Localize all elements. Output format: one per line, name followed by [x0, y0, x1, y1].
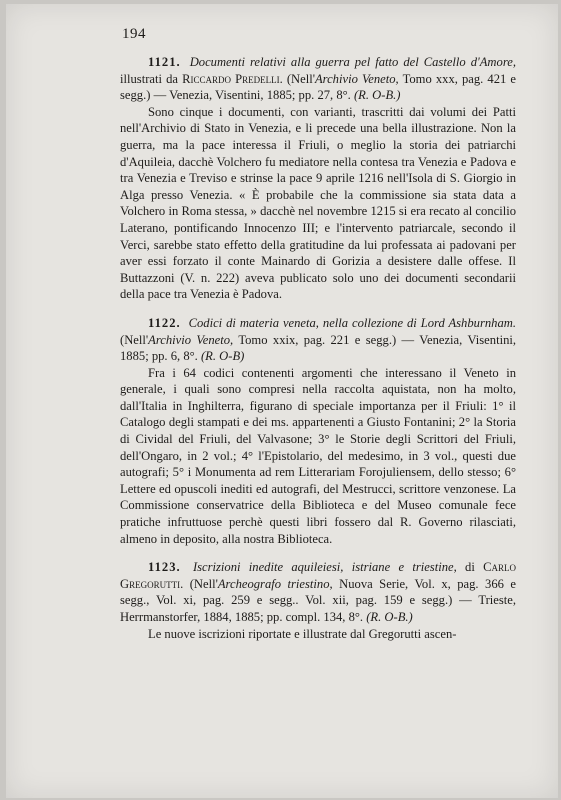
- entry-number: 1122.: [148, 315, 181, 330]
- bibliography-entry: [120, 54, 516, 303]
- entry-code: (R. O-B.): [366, 610, 413, 624]
- entry-ref-rest: Tomo xxix, pag. 221 e segg.) — Venezia, Visentini, 1885; pp. 6, 8°.: [120, 332, 517, 364]
- page-content: [120, 54, 516, 654]
- entry-number: 1121.: [148, 55, 181, 69]
- entry-journal: Archeografo triestino,: [217, 576, 333, 591]
- entry-ref-open: (Nell': [120, 332, 149, 347]
- entry-ref-rest: Tomo xxx, pag. 421 e segg.) — Venezia, Visentini, 1885; pp. 27, 8°.: [120, 71, 517, 103]
- book-page: [6, 4, 558, 798]
- entry-body: Sono cinque i documenti, con varianti, trascritti dai volumi dei Patti nell'Archivio di Stato in Venezia, e li precede una bella illustrazione. Non la guerra, ma la pace interessa il Friuli, o meglio la storia dei patriarchi d'Aquileia, dacchè Volchero fu mediatore nella contesa tra Venezia e Padova e tra Venezia e Treviso e strinse la pace 9 aprile 1216 nell'Isola di S. Giorgio in Alga presso Venezia. « È probabile che la commissione sia stata data a Volchero in Roma stessa, » dacchè nel novembre 1215 si era recato al concilio Laterano, pontificando Innocenzo III; e l'intervento patriarcale, secondo il Verci, sarebbe stato effetto della gratitudine da lui professata ai padovani per aver essi forzato il conte Mainardo di Gorizia a desistere dalle offese. Il Buttazzoni (V. n. 222) aveva publicato solo uno dei documenti secondarii della pace tra Venezia è Padova.: [120, 104, 516, 302]
- entry-number: 1123.: [148, 560, 181, 575]
- entry-author: Riccardo Predelli: [182, 71, 280, 86]
- entry-ref-rest: Nuova Serie, Vol. x, pag. 366 e segg., Vol. xi, pag. 259 e segg.. Vol. xii, pag. 159 e segg.) — Trieste, Herrmanstorfer, 1884, 1885; pp. compl. 134, 8°.: [120, 576, 517, 624]
- entry-ref-open: . (Nell': [279, 71, 315, 86]
- entry-title: Iscrizioni inedite aquileiesi, istriane e triestine,: [192, 560, 457, 575]
- entry-journal: Archivio Veneto,: [148, 332, 234, 347]
- entry-body: Fra i 64 codici contenenti argomenti che interessano il Veneto in generale, i quali sono compresi nella raccolta aquistata, non ha molto, dall'Italia in Inghilterra, figurano di speciale importanza per il Friuli: 1° il Catalogo degli stampati e dei ms. appartenenti a Giusto Fontanini; 2° la Storia di Cividal del Friuli, del Valvasone; 3° le Storie degli Scrittori del Friuli, dell'Ongaro, in 2 vol.; 4° l'Epistolario, del medesimo, in 3 vol., questi due autografi; 5° i Monumenta ad rem Litterariam Forojuliensem, dello stesso; 6° Lettere ed opuscoli inediti ed autografi, del Mestrucci, scrittore venzonese. La Commissione conservatrice della Biblioteca e del Museo comunale fece pratiche infruttuose perchè questi libri fossero dal R. Governo rilasciati, almeno in deposito, alla nostra Biblioteca.: [120, 365, 516, 546]
- entry-illustrated-prefix: di: [465, 560, 475, 575]
- entry-author: Carlo Gregorutti: [120, 560, 517, 591]
- entry-code: (R. O-B.): [353, 88, 401, 103]
- bibliography-entry: [120, 315, 516, 547]
- entry-journal: Archivio Veneto,: [314, 71, 399, 86]
- bibliography-entry: [120, 559, 516, 642]
- page-number: 194: [122, 26, 146, 42]
- entry-title: Documenti relativi alla guerra pel fatto del Castello d'Amore,: [189, 55, 516, 69]
- entry-body: Le nuove iscrizioni riportate e illustrate dal Gregorutti ascen-: [148, 626, 457, 641]
- entry-title: Codici di materia veneta, nella collezione di Lord Ashburnham.: [188, 315, 516, 330]
- entry-heading: [120, 559, 516, 625]
- entry-illustrated-prefix: illustrati da: [120, 71, 178, 86]
- entry-heading: [120, 54, 516, 104]
- entry-heading: [120, 315, 516, 365]
- entry-code: (R. O-B): [200, 349, 245, 364]
- entry-ref-open: . (Nell': [180, 576, 218, 591]
